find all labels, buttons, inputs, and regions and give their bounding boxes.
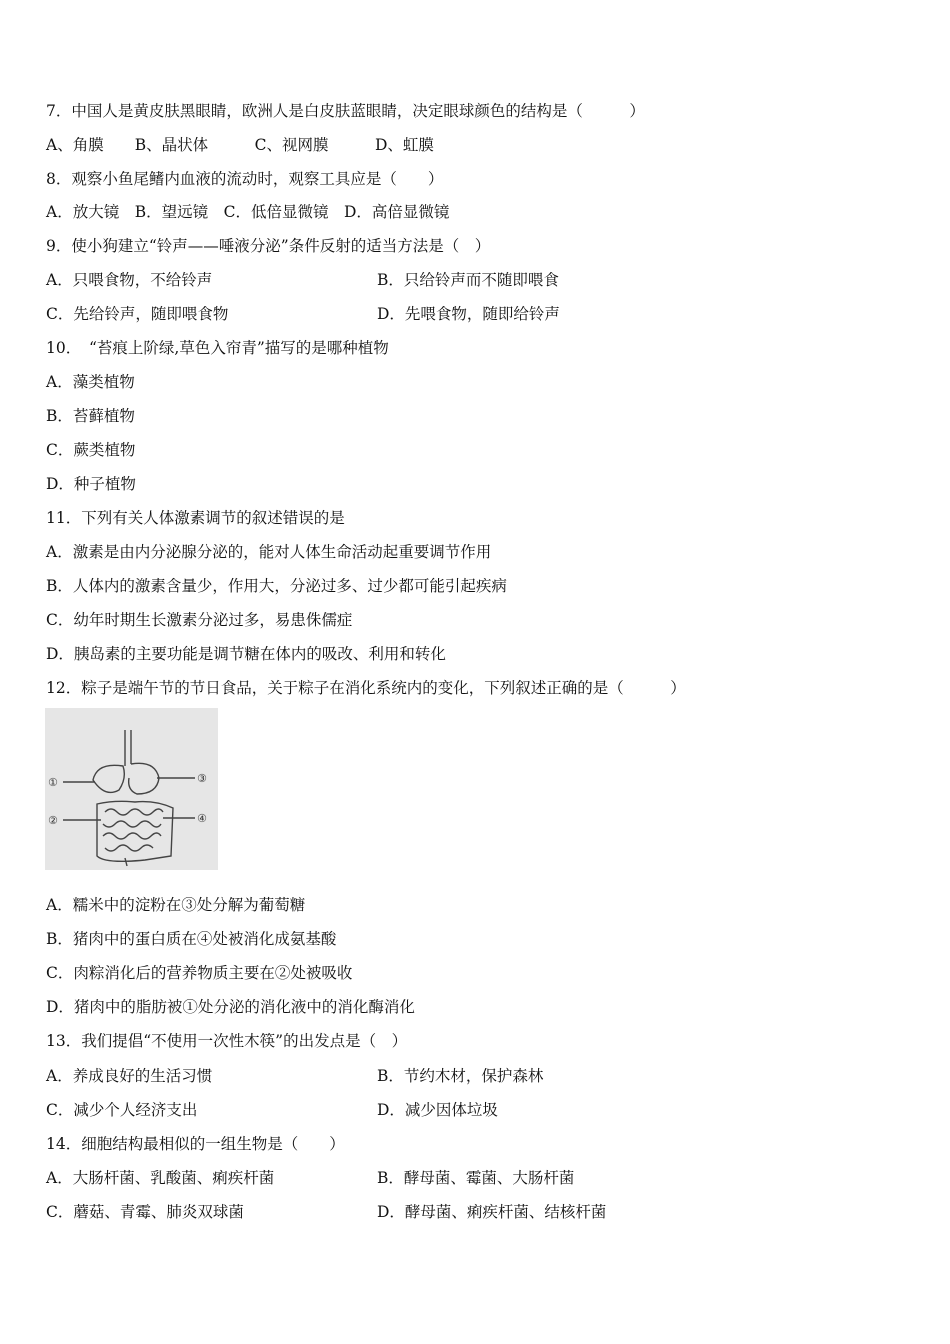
q7-options: A、角膜 B、晶状体 C、视网膜 D、虹膜: [46, 136, 434, 154]
q10-option-c: C．蕨类植物: [46, 441, 136, 459]
q10-option-b: B．苔藓植物: [46, 407, 135, 425]
q8-options: A．放大镜 B．望远镜 C．低倍显微镜 D．高倍显微镜: [46, 203, 450, 221]
q13-stem: 13．我们提倡“不使用一次性木筷”的出发点是（ ）: [46, 1032, 408, 1050]
diagram-label-3: ③: [197, 772, 207, 785]
q11-stem: 11．下列有关人体激素调节的叙述错误的是: [46, 509, 345, 527]
rectum-shape: [125, 858, 127, 866]
q14-option-c: C．蘑菇、青霉、肺炎双球菌: [46, 1203, 244, 1221]
q14-stem: 14．细胞结构最相似的一组生物是（ ）: [46, 1135, 345, 1153]
liver-shape: [93, 765, 124, 792]
q11-option-b: B．人体内的激素含量少，作用大，分泌过多、过少都可能引起疾病: [46, 577, 507, 595]
q10-stem: 10． “苔痕上阶绿,草色入帘青”描写的是哪种植物: [46, 339, 389, 357]
small-intestine-shape: [103, 809, 163, 851]
digestive-system-diagram: [45, 708, 218, 870]
q12-option-c: C．肉粽消化后的营养物质主要在②处被吸收: [46, 964, 353, 982]
q12-option-d: D．猪肉中的脂肪被①处分泌的消化液中的消化酶消化: [46, 998, 415, 1016]
q12-option-b: B．猪肉中的蛋白质在④处被消化成氨基酸: [46, 930, 337, 948]
q10-option-d: D．种子植物: [46, 475, 136, 493]
esophagus-shape: [125, 730, 131, 766]
q11-option-d: D．胰岛素的主要功能是调节糖在体内的吸改、利用和转化: [46, 645, 446, 663]
q12-stem: 12．粽子是端午节的节日食品，关于粽子在消化系统内的变化，下列叙述正确的是（ ）: [46, 679, 686, 697]
q7-stem: 7．中国人是黄皮肤黑眼睛，欧洲人是白皮肤蓝眼睛，决定眼球颜色的结构是（ ）: [46, 102, 645, 120]
q9-option-d: D．先喂食物，随即给铃声: [377, 305, 560, 323]
q13-option-a: A．养成良好的生活习惯: [46, 1067, 213, 1085]
q11-option-a: A．激素是由内分泌腺分泌的，能对人体生命活动起重要调节作用: [46, 543, 492, 561]
q13-option-d: D．减少因体垃圾: [377, 1101, 498, 1119]
q9-option-b: B．只给铃声而不随即喂食: [377, 271, 559, 289]
stomach-shape: [129, 763, 159, 794]
q13-option-b: B．节约木材，保护森林: [377, 1067, 544, 1085]
q14-option-b: B．酵母菌、霉菌、大肠杆菌: [377, 1169, 575, 1187]
q9-option-a: A．只喂食物，不给铃声: [46, 271, 213, 289]
diagram-label-4: ④: [197, 812, 207, 825]
q13-option-c: C．减少个人经济支出: [46, 1101, 198, 1119]
q8-stem: 8．观察小鱼尾鳍内血液的流动时，观察工具应是（ ）: [46, 170, 444, 188]
q12-option-a: A．糯米中的淀粉在③处分解为葡萄糖: [46, 896, 306, 914]
diagram-label-2: ②: [48, 814, 58, 827]
diagram-label-1: ①: [48, 776, 58, 789]
digestive-system-drawing: [45, 708, 218, 870]
q9-stem: 9．使小狗建立“铃声——唾液分泌”条件反射的适当方法是（ ）: [46, 237, 491, 255]
q10-option-a: A．藻类植物: [46, 373, 135, 391]
q11-option-c: C．幼年时期生长激素分泌过多，易患侏儒症: [46, 611, 353, 629]
q14-option-a: A．大肠杆菌、乳酸菌、痢疾杆菌: [46, 1169, 275, 1187]
q9-option-c: C．先给铃声，随即喂食物: [46, 305, 229, 323]
q14-option-d: D．酵母菌、痢疾杆菌、结核杆菌: [377, 1203, 607, 1221]
